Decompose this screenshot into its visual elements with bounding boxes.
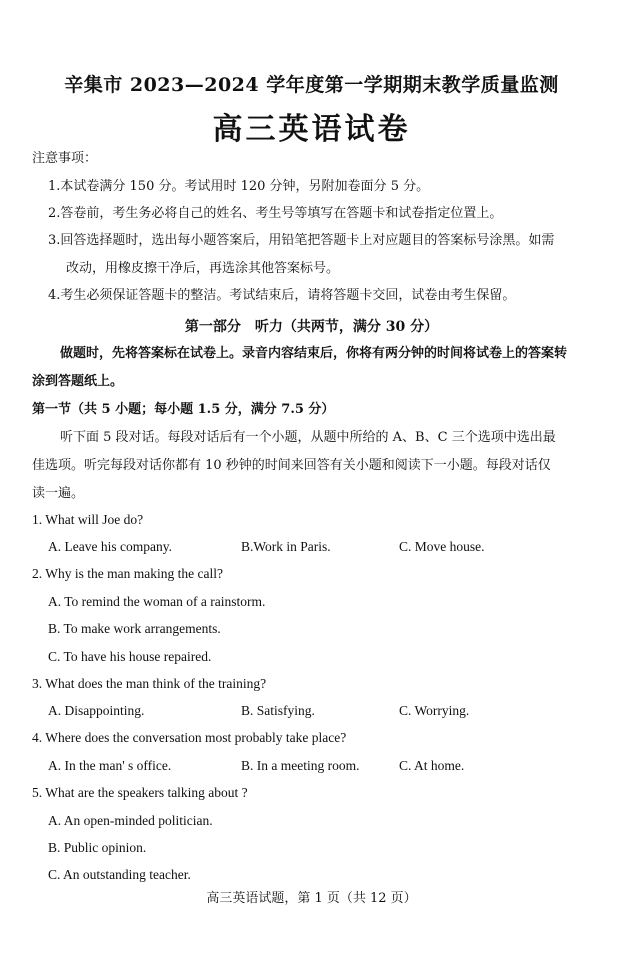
part1-instruction-2: 涂到答题纸上。 xyxy=(32,374,124,389)
note-item-2: 2.答卷前，考生务必将自己的姓名、考生号等填写在答题卡和试卷指定位置上。 xyxy=(48,206,503,221)
note-item-1: 1.本试卷满分 150 分。考试用时 120 分钟，另附加卷面分 5 分。 xyxy=(48,179,430,194)
note-item-4: 4.考生必须保证答题卡的整洁。考试结束后，请将答题卡交回，试卷由考生保留。 xyxy=(48,288,516,303)
q4-option-a: A. In the man' s office. xyxy=(48,758,172,773)
exam-header: 辛集市 2023—2024 学年度第一学期期末教学质量监测 xyxy=(64,74,559,96)
notes-heading: 注意事项： xyxy=(32,151,98,166)
q2-option-b: B. To make work arrangements. xyxy=(48,621,221,636)
q1-option-a: A. Leave his company. xyxy=(48,539,172,554)
page-footer: 高三英语试题，第 1 页（共 12 页） xyxy=(206,891,417,906)
question-1: 1. What will Joe do? xyxy=(32,512,144,527)
q4-option-c: C. At home. xyxy=(399,758,465,773)
q3-option-b: B. Satisfying. xyxy=(241,703,315,718)
note-item-3-cont: 改动，用橡皮擦干净后，再选涂其他答案标号。 xyxy=(66,261,340,276)
question-5: 5. What are the speakers talking about ? xyxy=(32,785,248,800)
q4-option-b: B. In a meeting room. xyxy=(241,758,360,773)
part1-title: 第一部分 听力（共两节，满分 30 分） xyxy=(184,319,439,335)
q2-option-a: A. To remind the woman of a rainstorm. xyxy=(48,594,266,609)
exam-title: 高三英语试卷 xyxy=(212,112,411,147)
section1-desc-1: 听下面 5 段对话。每段对话后有一个小题，从题中所给的 A、B、C 三个选项中选出最 xyxy=(60,430,556,445)
q5-option-b: B. Public opinion. xyxy=(48,840,147,855)
q1-option-c: C. Move house. xyxy=(399,539,485,554)
question-2: 2. Why is the man making the call? xyxy=(32,566,223,581)
q3-option-c: C. Worrying. xyxy=(399,703,470,718)
section1-heading: 第一节（共 5 小题；每小题 1.5 分，满分 7.5 分） xyxy=(32,402,335,417)
q5-option-c: C. An outstanding teacher. xyxy=(48,867,191,882)
section1-desc-3: 读一遍。 xyxy=(32,486,85,501)
q2-option-c: C. To have his house repaired. xyxy=(48,649,212,664)
question-4: 4. Where does the conversation most probably take place? xyxy=(32,730,347,745)
part1-instruction-1: 做题时，先将答案标在试卷上。录音内容结束后，你将有两分钟的时间将试卷上的答案转 xyxy=(60,346,568,361)
q1-option-b: B.Work in Paris. xyxy=(241,539,331,554)
q5-option-a: A. An open-minded politician. xyxy=(48,813,213,828)
note-item-3: 3.回答选择题时，选出每小题答案后，用铅笔把答题卡上对应题目的答案标号涂黑。如需 xyxy=(48,233,555,248)
question-3: 3. What does the man think of the training? xyxy=(32,676,267,691)
q3-option-a: A. Disappointing. xyxy=(48,703,145,718)
section1-desc-2: 佳选项。听完每段对话你都有 10 秒钟的时间来回答有关小题和阅读下一小题。每段对话仅 xyxy=(32,458,551,473)
